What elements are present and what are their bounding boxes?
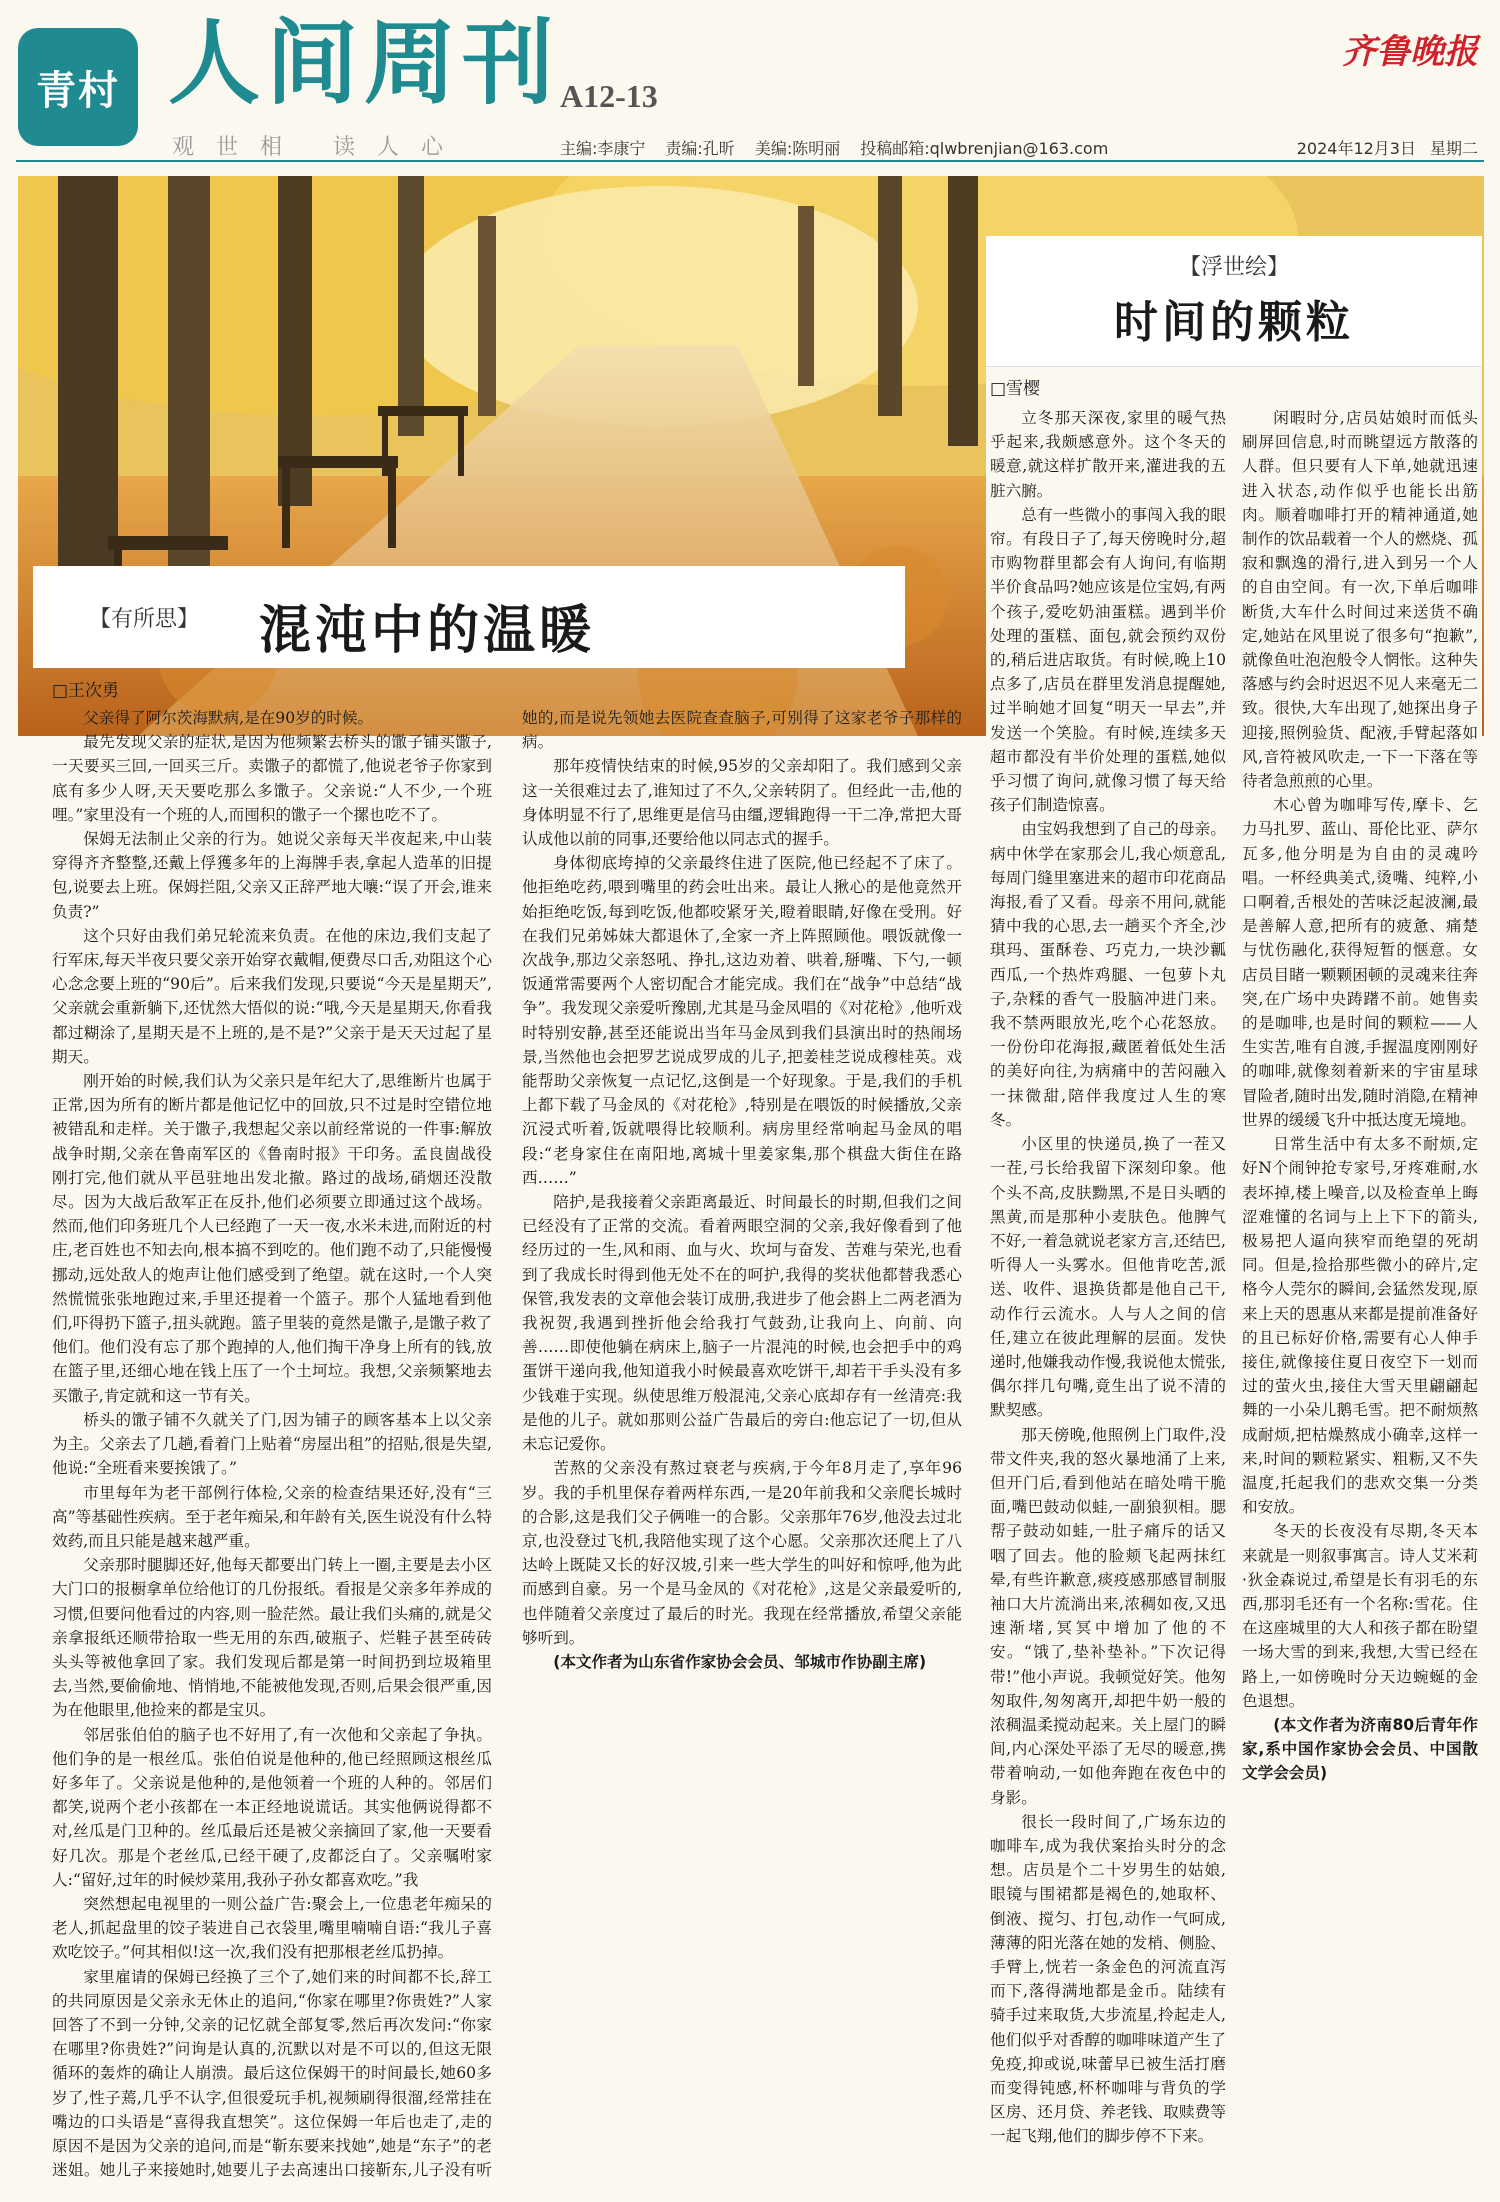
paragraph: 市里每年为老干部例行体检,父亲的检查结果还好,没有“三高”等基础性疾病。至于老年痴呆,和年龄有关,医生说没有什么特效药,而且只能是越来越严重。 bbox=[52, 1483, 492, 1550]
author-note: (本文作者为济南80后青年作家,系中国作家协会会员、中国散文学会会员) bbox=[1242, 1715, 1478, 1783]
article-title: 混沌中的温暖 bbox=[259, 600, 596, 661]
paragraph: 身体彻底垮掉的父亲最终住进了医院,他已经起不了床了。他拒绝吃药,喂到嘴里的药会吐出来。最让人揪心的是他竟然开始拒绝吃饭,每到吃饭,他都咬紧牙关,瞪着眼睛,好像在受刑。好在我们兄弟姊妹大都退休了,全家一齐上阵照顾他。喂饭就像一次战争,那边父亲怒吼、挣扎,这边劝着、哄着,掰嘴、下勺,一顿饭通常需要两个人密切配合才能完成。我们在“战争”中总结“战争”。我发现父亲爱听豫剧,尤其是马金凤唱的《对花枪》,他听戏时特别安静,甚至还能说出当年马金凤到我们县演出时的热闹场景,当然他也会把罗艺说成罗成的儿子,把姜桂芝说成穆桂英。戏能帮助父亲恢复一点记忆,这倒是一个好现象。于是,我们的手机上都下载了马金凤的《对花枪》,特别是在喂饭的时候播放,父亲沉浸式听着,饭就喂得比较顺利。病房里经常响起马金凤的唱段:“老身家住在南阳地,离城十里姜家集,那个棋盘大街住在路西……” bbox=[522, 854, 962, 1187]
submission-email: 投稿邮箱:qlwbrenjian@163.com bbox=[860, 139, 1109, 158]
date-text: 2024年12月3日 bbox=[1296, 139, 1416, 158]
article-body bbox=[52, 706, 962, 2186]
page-number: A12-13 bbox=[560, 78, 658, 114]
logo-text: 青村 bbox=[36, 67, 120, 114]
column-tag: 【有所思】 bbox=[89, 607, 200, 632]
paragraph: 刚开始的时候,我们认为父亲只是年纪大了,思维断片也属于正常,因为所有的断片都是他记忆中的回放,只不过是时空错位地被错乱和走样。关于馓子,我想起父亲以前经常说的一件事:解放战争时期,父亲在鲁南军区的《鲁南时报》干印务。孟良崮战役刚打完,他们就从平邑驻地出发北撤。路过的战场,硝烟还没散尽。因为大战后敌军正在反扑,他们必须要立即通过这个战场。然而,他们印务班几个人已经跑了一天一夜,水米未进,而附近的村庄,老百姓也不知去向,根本搞不到吃的。他们跑不动了,只能慢慢挪动,远处敌人的炮声让他们感受到了绝望。就在这时,一个人突然慌慌张张地跑过来,手里还提着一个篮子。那个人猛地看到他们,吓得扔下篮子,扭头就跑。篮子里装的竟然是馓子,是馓子救了他们。他们没有忘了那个跑掉的人,他们掏干净身上所有的钱,放在篮子里,还细心地在钱上压了一个土坷垃。我想,父亲频繁地去买馓子,肯定就和这一节有关。 bbox=[52, 1072, 492, 1405]
brand-logo bbox=[18, 28, 138, 146]
article-body bbox=[990, 406, 1478, 2176]
paragraph: 总有一些微小的事闯入我的眼帘。有段日子了,每天傍晚时分,超市购物群里都会有人询问,有临期半价食品吗?她应该是位宝妈,有两个孩子,爱吃奶油蛋糕。遇到半价处理的蛋糕、面包,就会预约双份的,稍后进店取货。有时候,晚上10点多了,店员在群里发消息提醒她,过半晌她才回复“明天一早去”,并发送一个笑脸。有时候,连续多天超市都没有半价处理的蛋糕,她似乎习惯了询问,就像习惯了每天给孩子们制造惊喜。 bbox=[990, 505, 1226, 815]
paragraph: 日常生活中有太多不耐烦,定好N个闹钟抢专家号,牙疼难耐,水表坏掉,楼上噪音,以及检查单上晦涩难懂的名词与上上下下的箭头,极易把人逼向狭窄而绝望的死胡同。但是,捡拾那些微小的碎片,定格今人莞尔的瞬间,会猛然发现,原来上天的恩惠从来都是提前准备好的且已标好价格,需要有心人伸手接住,就像接住夏日夜空下一划而过的萤火虫,接住大雪天里翩翩起舞的一小朵儿鹅毛雪。把不耐烦熬成耐烦,把枯燥熬成小确幸,这样一来,时间的颗粒紧实、粗粝,又不失温度,托起我们的悲欢交集一分类和安放。 bbox=[1242, 1135, 1478, 1517]
article-title: 时间的颗粒 bbox=[1114, 297, 1354, 348]
right-article bbox=[986, 236, 1482, 2186]
paragraph: 那年疫情快结束的时候,95岁的父亲却阳了。我们感到父亲这一关很难过去了,谁知过了不久,父亲转阴了。但经此一击,他的身体明显不行了,思维更是信马由缰,逻辑跑得一干二净,常把大哥认成他以前的同事,还要给他以同志式的握手。 bbox=[522, 757, 962, 849]
paragraph: 木心曾为咖啡写传,摩卡、乞力马扎罗、蓝山、哥伦比亚、萨尔瓦多,他分明是为自由的灵魂吟唱。一杯经典美式,烫嘴、纯粹,小口啊着,舌根处的苦味泛起波澜,最是善解人意,把所有的疲惫、痛楚与忧伤融化,获得短暂的惬意。女店员目睹一颗颗困顿的灵魂来往奔突,在广场中央踌躇不前。她售卖的是咖啡,也是时间的颗粒——人生实苦,唯有自渡,手握温度刚刚好的咖啡,就像刻着新来的宇宙星球冒险者,随时出发,随时消隐,在精神世界的缓缓飞升中抵达度无境地。 bbox=[1242, 796, 1478, 1129]
paragraph: 陪护,是我接着父亲距离最近、时间最长的时期,但我们之间已经没有了正常的交流。看着两眼空洞的父亲,我好像看到了他经历过的一生,风和雨、血与火、坎坷与奋发、苦难与荣光,也看到了我成长时得到他无处不在的呵护,我得的奖状他都替我悉心保管,我发表的文章他会装订成册,我进步了他会斟上二两老酒为我祝贺,我遇到挫折他会给我打气鼓劲,让我向上、向前、向善……即使他躺在病床上,脑子一片混沌的时候,也会把手中的鸡蛋饼干递向我,他知道我小时候最喜欢吃饼干,却若干手头没有多少钱难于实现。纵使思维万般混沌,父亲心底却存有一丝清亮:我是他的儿子。就如那则公益广告最后的旁白:他忘记了一切,但从未忘记爱你。 bbox=[522, 1193, 962, 1454]
editor-credits bbox=[560, 136, 1108, 159]
author-note: (本文作者为山东省作家协会会员、邹城市作协副主席) bbox=[553, 1652, 927, 1671]
paragraph: 保姆无法制止父亲的行为。她说父亲每天半夜起来,中山装穿得齐齐整整,还戴上俘獲多年的上海牌手表,拿起人造革的旧提包,说要去上班。保姆拦阻,父亲又正辞严地大嚷:“误了开会,谁来负责?” bbox=[52, 830, 492, 921]
paragraph: 最先发现父亲的症状,是因为他频繁去桥头的馓子铺买馓子,一天要买三回,一回买三斤。卖馓子的都慌了,他说老爷子你家到底有多少人呀,天天要吃那么多馓子。父亲说:“人不少,一个班哩。”家里没有一个班的人,而囤积的馓子一个摞也吃不了。 bbox=[52, 733, 492, 824]
paragraph: 突然想起电视里的一则公益广告:聚会上,一位患老年痴呆的老人,抓起盘里的饺子装进自己衣袋里,嘴里喃喃自语:“我儿子喜欢吃饺子。”何其相似!这一次,我们没有把那根老丝瓜扔掉。 bbox=[52, 1894, 492, 1962]
paragraph: 那天傍晚,他照例上门取件,没带文件夹,我的怒火暴地涌了上来,但开门后,看到他站在暗处啃干脆面,嘴巴鼓动似蛙,一副狼狈相。腮帮子鼓动如蛙,一肚子痛斥的话又咽了回去。他的脸颊飞起两抹红晕,有些许歉意,痰疫感那感冒制服袖口大片流淌出来,浓稠如夜,又迅速渐堵,冥冥中增加了他的不安。“饿了,垫补垫补。”下次记得带!”他小声说。我顿觉好笑。他匆匆取件,匆匆离开,却把牛奶一般的浓稠温柔搅动起来。关上屋门的瞬间,内心深处平添了无尽的暖意,携带着响动,一如他奔跑在夜色中的身影。 bbox=[990, 1425, 1226, 1807]
duty-editor: 责编:孔昕 bbox=[665, 139, 735, 158]
masthead-divider bbox=[16, 160, 1484, 162]
paragraph: 很长一段时间了,广场东边的咖啡车,成为我伏案抬头时分的念想。店员是个二十岁男生的姑娘,眼镜与围裙都是褐色的,她取杯、倒液、搅匀、打包,动作一气呵成,薄薄的阳光落在她的发梢、侧脸、手臂上,恍若一条金色的河流直泻而下,落得满地都是金币。陆续有骑手过来取货,大步流星,拎起走人,他们似乎对香醇的咖啡味道产生了免疫,抑或说,味蕾早已被生活打磨而变得钝感,杯杯咖啡与背负的学区房、还月贷、养老钱、取赎费等一起飞翔,他们的脚步停不下来。 bbox=[990, 1812, 1226, 2146]
chief-editor: 主编:李康宁 bbox=[560, 139, 646, 158]
paragraph: 苦熬的父亲没有熬过衰老与疾病,于今年8月走了,享年96岁。我的手机里保存着两样东西,一是20年前我和父亲爬长城时的合影,这是我们父子俩唯一的合影。父亲那年76岁,他没去过北京,也没登过飞机,我陪他实现了这个心愿。父亲那次还爬上了八达岭上既陡又长的好汉坡,引来一些大学生的叫好和惊呼,他为此而感到自豪。另一个是马金凤的《对花枪》,这是父亲最爱听的,也伴随着父亲度过了最后的时光。我现在经常播放,希望父亲能够听到。 bbox=[522, 1459, 962, 1647]
paragraph: 立冬那天深夜,家里的暖气热乎起来,我颇感意外。这个冬天的暖意,就这样扩散开来,灌进我的五脏六腑。 bbox=[990, 409, 1226, 500]
section-slogan: 观世相 读人心 bbox=[172, 135, 465, 160]
paragraph: 家里雇请的保姆已经换了三个了,她们来的时间都不长,辞工的共同原因是父亲永无休止的追问,“你家在哪里?你贵姓?”人家回答了不到一分钟,父亲的记忆就全部复零,然后再次发问:“你家在哪里?你贵姓?”问询是认真的,沉默以对是不可以的,但这无限循环的轰炸的确让人崩溃。最后这位保姆干的时间最长,她60多岁了,性子蔫,几乎不认字,但很爱玩手机,视频刷得很溜,经常挂在嘴边的口头语是“喜得我直想笑”。这位保姆一年后也走了,走的原因不是因为父亲的追问,而是“靳东要来找她”,她是“东子”的老迷姐。她儿子来接她时,她要儿子去高速出口接靳东,儿子没有听她的,而是说先领她去医院查查脑子,可别得了这家老爷子那样的病。 bbox=[52, 709, 962, 2180]
paragraph: 由宝妈我想到了自己的母亲。病中休学在家那会儿,我心烦意乱,每周门缝里塞进来的超市印花商品海报,看了又看。母亲不用问,就能猜中我的心思,去一趟买个齐全,沙琪玛、蛋酥卷、巧克力,一块沙瓤西瓜,一个热炸鸡腿、一包萝卜丸子,杂糅的香气一股脑冲进门来。我不禁两眼放光,吃个心花怒放。一份份印花海报,藏匿着低处生活的美好向往,为病痛中的苦闷融入一抹微甜,陪伴我度过人生的寒冬。 bbox=[990, 820, 1226, 1129]
weekday-text: 星期二 bbox=[1429, 139, 1478, 158]
newspaper-name: 齐鲁晚报 bbox=[1342, 32, 1478, 72]
article-author: □王次勇 bbox=[52, 681, 120, 701]
right-article-header bbox=[986, 236, 1482, 367]
article-author: □雪樱 bbox=[990, 379, 1041, 399]
left-article-header bbox=[33, 566, 905, 668]
paragraph: 冬天的长夜没有尽期,冬天本来就是一则叙事寓言。诗人艾米莉·狄金森说过,希望是长有羽毛的东西,那羽毛还有一个名称:雪花。住在这座城里的大人和孩子都在盼望一场大雪的到来,我想,大雪已经在路上,一如傍晚时分天边蜿蜒的金色退想。 bbox=[1242, 1522, 1478, 1710]
paragraph: 桥头的馓子铺不久就关了门,因为铺子的顾客基本上以父亲为主。父亲去了几趟,看着门上贴着“房屋出租”的招贴,很是失望,他说:“全班看来要挨饿了。” bbox=[52, 1410, 492, 1478]
column-tag: 【浮世绘】 bbox=[1178, 255, 1289, 280]
paragraph: 这个只好由我们弟兄轮流来负责。在他的床边,我们支起了行军床,每天半夜只要父亲开始穿衣戴帽,便费尽口舌,劝阻这个心心念念要上班的“90后”。后来我们发现,只要说“今天是星期天”,父亲就会重新躺下,还忧然大悟似的说:“哦,今天是星期天,你看我都过糊涂了,星期天是不上班的,是不是?”父亲于是天天过起了星期天。 bbox=[52, 926, 492, 1066]
masthead bbox=[0, 0, 1500, 170]
paragraph: 父亲得了阿尔茨海默病,是在90岁的时候。 bbox=[83, 709, 374, 727]
paragraph: 小区里的快递员,换了一茬又一茬,弓长给我留下深刻印象。他个头不高,皮肤黝黑,不是日头晒的黑黄,而是那种小麦肤色。他脾气不好,一着急就说老家方言,还结巴,听得人一头雾水。但他肯吃苦,派送、收件、退换货都是他自己干,动作行云流水。人与人之间的信任,建立在彼此理解的层面。发快递时,他嫌我动作慢,我说他太慌张,偶尔拌几句嘴,竟生出了说不清的默契感。 bbox=[990, 1135, 1226, 1420]
section-title: 人间周刊 bbox=[168, 10, 561, 117]
issue-date bbox=[1297, 136, 1478, 159]
paragraph: 闲暇时分,店员姑娘时而低头刷屏回信息,时而眺望远方散落的人群。但只要有人下单,她就迅速进入状态,动作似乎也能长出筋肉。顺着咖啡打开的精神通道,她制作的饮品载着一个人的燃烧、孤寂和飘逸的滑行,进入到另一个人的自由空间。有一次,下单后咖啡断货,大车什么时间过来送货不确定,她站在风里说了很多句“抱歉”,就像鱼吐泡泡般令人惘怅。这种失落感与约会时迟迟不见人来毫无二致。很快,大车出现了,她探出身子迎接,照例验货、配液,手臂起落如风,音符被风吹走,一下一下落在等待者急煎煎的心里。 bbox=[1242, 409, 1478, 791]
paragraph: 邻居张伯伯的脑子也不好用了,有一次他和父亲起了争执。他们争的是一根丝瓜。张伯伯说是他种的,他已经照顾这根丝瓜好多年了。父亲说是他种的,是他领着一个班的人种的。邻居们都笑,说两个老小孩都在一本正经地说谎话。其实他俩说得都不对,丝瓜是门卫种的。丝瓜最后还是被父亲摘回了家,他一天要看好几次。那是个老丝瓜,已经干硬了,皮都泛白了。父亲嘱咐家人:“留好,过年的时候炒菜用,我孙子孙女都喜欢吃。”我 bbox=[52, 1725, 492, 1889]
art-editor: 美编:陈明丽 bbox=[754, 139, 841, 158]
paragraph: 父亲那时腿脚还好,他每天都要出门转上一圈,主要是去小区大门口的报橱拿单位给他订的几份报纸。看报是父亲多年养成的习惯,但要问他看过的内容,则一脸茫然。最让我们头痛的,就是父亲拿报纸还顺带拾取一些无用的东西,破瓶子、烂鞋子甚至砖砖头头等被他拿回了家。我们发现后都是第一时间扔到垃圾箱里去,当然,要偷偷地、悄悄地,不能被他发现,否则,后果会很严重,因为在他眼里,他捡来的都是宝贝。 bbox=[52, 1556, 492, 1720]
